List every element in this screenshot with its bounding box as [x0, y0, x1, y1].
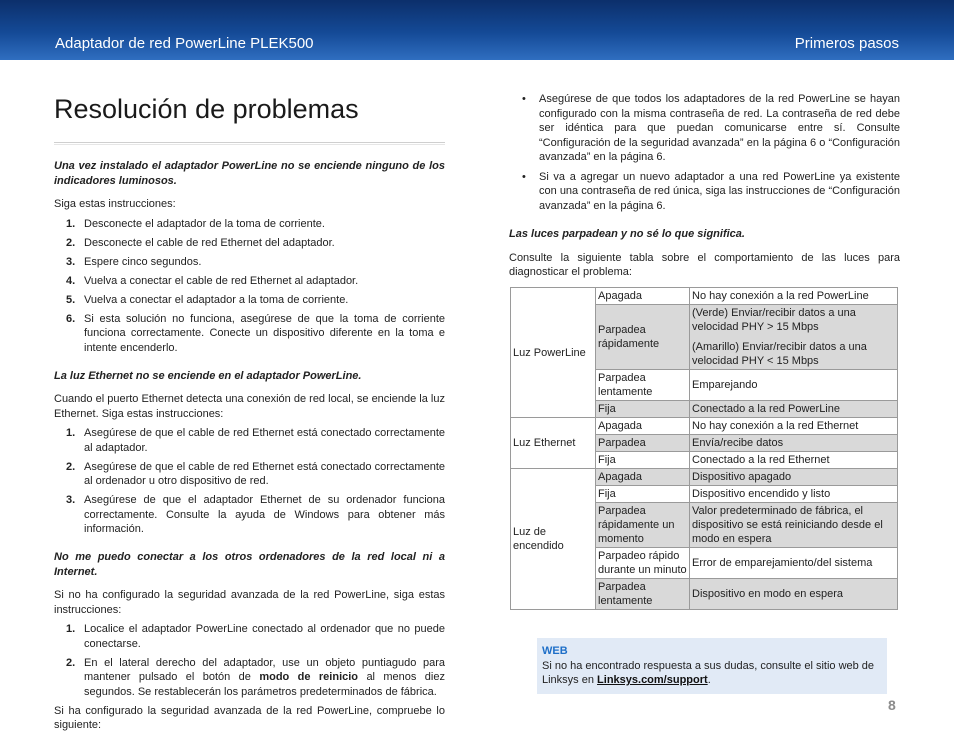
list-item: 5. Vuelva a conectar el adaptador a la toma de corriente.: [66, 293, 349, 306]
power-light-label: Luz de encendido: [511, 469, 596, 610]
list-item: 1. Localice el adaptador PowerLine conectado al ordenador que no puede conectarse.: [66, 623, 445, 650]
list-item: 1. Asegúrese de que el cable de red Ethernet está conectado correctamente al adaptador.: [66, 427, 445, 454]
table-row: Fija Conectado a la red PowerLine: [511, 401, 898, 418]
table-row: Luz PowerLine Apagada No hay conexión a la red PowerLine: [511, 288, 898, 305]
table-row: Parpadea rápidamente un momento Valor predeterminado de fábrica, el dispositivo se está reiniciando desde el modo en espera: [511, 503, 898, 548]
table-row: Luz de encendido Apagada Dispositivo apagado: [511, 469, 898, 486]
list-item: 6. Si esta solución no funciona, asegúrese de que la toma de corriente funciona correctamente. Conecte un dispositivo diferente en la toma e intente encenderlo.: [66, 312, 445, 354]
table-row: Parpadeo rápido durante un minuto Error de emparejamiento/del sistema: [511, 548, 898, 579]
list-item: 3. Asegúrese de que el adaptador Ethernet de su ordenador funciona correctamente. Consulte la ayuda de Windows para obtener más información.: [66, 494, 445, 535]
s1-steps: [54, 217, 445, 356]
left-column: [54, 92, 445, 733]
title-divider: [54, 142, 445, 145]
table-row: Fija Dispositivo encendido y listo: [511, 486, 898, 503]
table-row: Fija Conectado a la red Ethernet: [511, 452, 898, 469]
ethernet-light-label: Luz Ethernet: [511, 418, 596, 469]
table-row: Parpadea rápidamente (Verde) Enviar/recibir datos a una velocidad PHY > 15 Mbps (Amarillo) Enviar/recibir datos a una velocidad PHY < 15 Mbps: [511, 305, 898, 370]
list-item: 4. Vuelva a conectar el cable de red Ethernet al adaptador.: [66, 274, 359, 287]
light-status-table: [510, 287, 898, 610]
list-item: • Asegúrese de que todos los adaptadores de la red PowerLine se hayan configurado con la misma contraseña de red. La contraseña de red debe ser idéntica para que puedan comunicarse entre sí. Consulte “Configuración de la seguridad avanzada” en la página 6 o “Configuración avanzada” en la página 6.: [522, 93, 900, 163]
page-number: 8: [888, 697, 896, 713]
s2-heading: La luz Ethernet no se enciende en el adaptador PowerLine.: [54, 369, 362, 382]
table-row: Parpadea lentamente Dispositivo en modo en espera: [511, 579, 898, 610]
s3-intro: Si no ha configurado la seguridad avanzada de la red PowerLine, siga estas instrucciones:: [54, 589, 445, 616]
list-item: • Si va a agregar un nuevo adaptador a una red PowerLine ya existente con una contraseña de red única, siga las instrucciones de “Configuración avanzada” en la página 6.: [522, 170, 900, 212]
web-callout: [537, 638, 887, 694]
checklist: [509, 92, 900, 213]
list-item: 2. En el lateral derecho del adaptador, use un objeto puntiagudo para mantener pulsado el botón de modo de reinicio al menos diez segundos. Se restablecerán los parámetros predeterminados de fábrica.: [66, 656, 445, 698]
s2-steps: [54, 426, 445, 537]
page-header: [0, 0, 954, 60]
reset-mode-term: modo de reinicio: [259, 671, 359, 683]
header-section-title: Primeros pasos: [794, 35, 899, 52]
page-title: Resolución de problemas: [54, 94, 359, 124]
s1-heading: Una vez instalado el adaptador PowerLine no se enciende ninguno de los indicadores luminosos.: [54, 160, 445, 187]
s3-heading: No me puedo conectar a los otros ordenadores de la red local ni a Internet.: [54, 551, 445, 578]
right-column: [509, 92, 900, 280]
s3-outro: Si ha configurado la seguridad avanzada de la red PowerLine, compruebe lo siguiente:: [54, 704, 445, 731]
list-item: 2. Asegúrese de que el cable de red Ethernet está conectado correctamente al ordenador u otro dispositivo de red.: [66, 460, 445, 487]
list-item: 1. Desconecte el adaptador de la toma de corriente.: [66, 217, 325, 230]
linksys-support-link[interactable]: Linksys.com/support: [597, 674, 708, 686]
s2-intro: Cuando el puerto Ethernet detecta una conexión de red local, se enciende la luz Ethernet. Siga estas instrucciones:: [54, 393, 445, 420]
web-callout-text: Si no ha encontrado respuesta a sus dudas, consulte el sitio web de Linksys en Linksys.com/support.: [542, 659, 875, 686]
powerline-light-label: Luz PowerLine: [511, 288, 596, 418]
web-callout-title: WEB: [542, 645, 568, 657]
table-row: Parpadea lentamente Emparejando: [511, 370, 898, 401]
s1-intro: Siga estas instrucciones:: [54, 198, 176, 210]
s4-intro: Consulte la siguiente tabla sobre el comportamiento de las luces para diagnosticar el problema:: [509, 251, 900, 278]
list-item: 2. Desconecte el cable de red Ethernet del adaptador.: [66, 236, 335, 249]
s3-steps: [54, 622, 445, 699]
header-document-title: Adaptador de red PowerLine PLEK500: [55, 35, 314, 52]
table-row: Parpadea Envía/recibe datos: [511, 435, 898, 452]
table-row: Luz Ethernet Apagada No hay conexión a la red Ethernet: [511, 418, 898, 435]
s4-heading: Las luces parpadean y no sé lo que significa.: [509, 228, 745, 240]
list-item: 3. Espere cinco segundos.: [66, 255, 202, 268]
